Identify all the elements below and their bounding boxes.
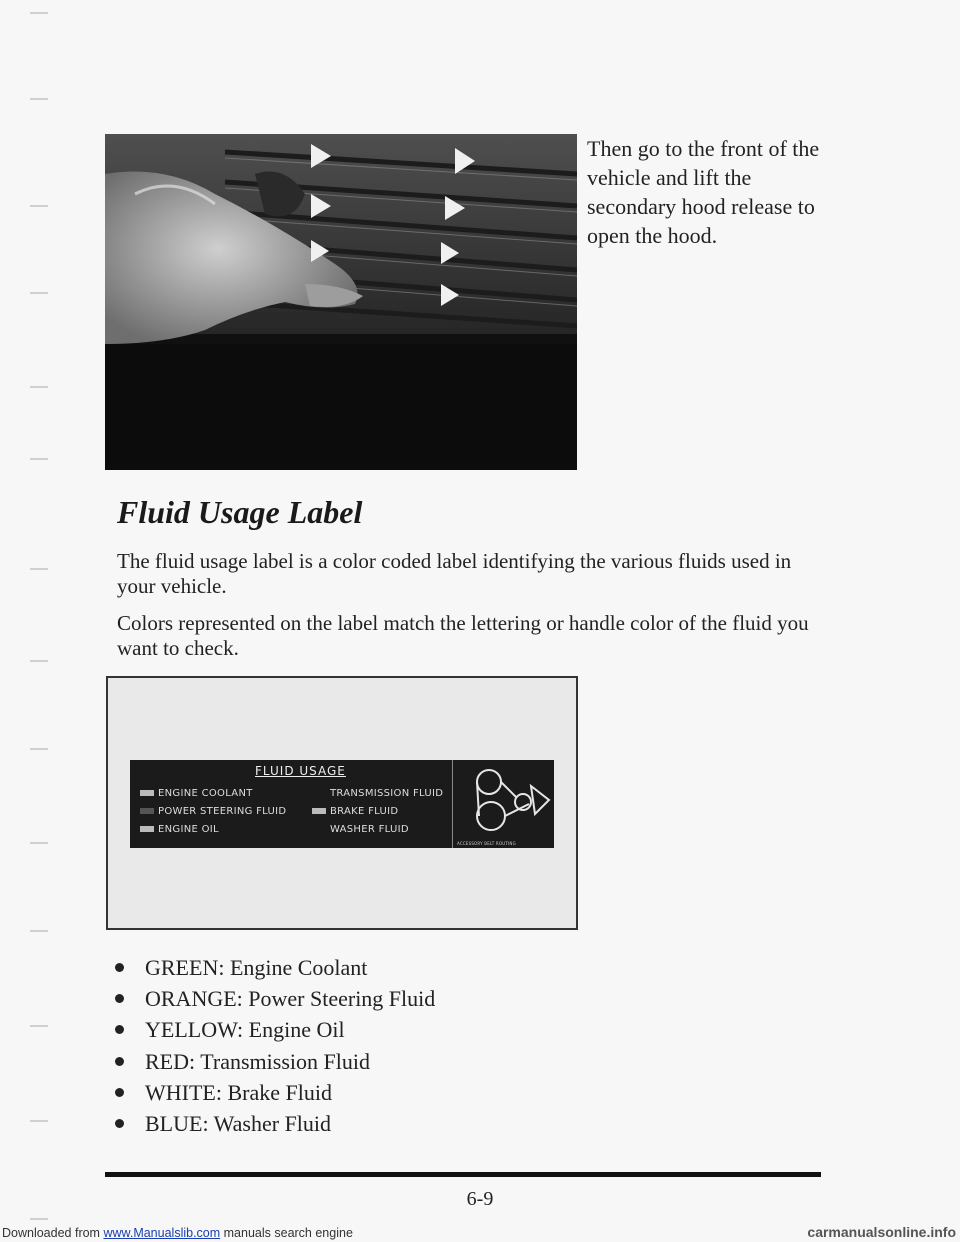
list-item: YELLOW: Engine Oil — [115, 1014, 435, 1045]
swatch-icon — [312, 808, 326, 814]
label-item: WASHER FLUID — [312, 824, 409, 835]
swatch-icon — [140, 808, 154, 814]
fluid-usage-label — [130, 760, 554, 848]
footer-rule — [105, 1172, 821, 1177]
label-item: POWER STEERING FLUID — [140, 806, 286, 817]
margin-tick — [30, 458, 48, 460]
swatch-icon — [140, 790, 154, 796]
list-item: RED: Transmission Fluid — [115, 1046, 435, 1077]
hood-release-photo — [105, 134, 577, 470]
label-item: BRAKE FLUID — [312, 806, 398, 817]
swatch-icon — [312, 790, 326, 796]
margin-tick — [30, 386, 48, 388]
list-item: ORANGE: Power Steering Fluid — [115, 983, 435, 1014]
download-footer — [0, 1224, 960, 1242]
section-title: Fluid Usage Label — [117, 494, 363, 530]
margin-tick — [30, 1120, 48, 1122]
watermark: carmanualsonline.info — [807, 1224, 956, 1240]
swatch-icon — [312, 826, 326, 832]
label-title: FLUID USAGE — [255, 764, 346, 778]
margin-tick — [30, 205, 48, 207]
margin-tick — [30, 292, 48, 294]
page-number: 6-9 — [466, 1188, 494, 1210]
margin-tick — [30, 748, 48, 750]
label-item: ENGINE OIL — [140, 824, 219, 835]
colors-paragraph: Colors represented on the label match the lettering or handle color of the fluid you want to check. — [117, 611, 809, 660]
list-item: GREEN: Engine Coolant — [115, 952, 435, 983]
margin-tick — [30, 1025, 48, 1027]
manualslib-link[interactable]: www.Manualslib.com — [103, 1226, 221, 1240]
fluid-color-list — [115, 952, 435, 1139]
list-item: WHITE: Brake Fluid — [115, 1077, 435, 1108]
list-item: BLUE: Washer Fluid — [115, 1108, 435, 1139]
margin-tick — [30, 12, 48, 14]
margin-tick — [30, 930, 48, 932]
margin-tick — [30, 568, 48, 570]
margin-tick — [30, 98, 48, 100]
belt-routing-icon — [453, 760, 555, 838]
diagram-caption: ACCESSORY BELT ROUTING — [457, 841, 516, 846]
margin-tick — [30, 660, 48, 662]
fluid-usage-label-photo — [106, 676, 578, 930]
photo-caption: Then go to the front of the vehicle and lift the secondary hood release to open the hood. — [587, 136, 820, 248]
label-item: TRANSMISSION FLUID — [312, 788, 443, 799]
margin-tick — [30, 842, 48, 844]
intro-paragraph: The fluid usage label is a color coded label identifying the various fluids used in your vehicle. — [117, 549, 792, 598]
download-notice: Downloaded from www.Manualslib.com manuals search engine — [2, 1226, 353, 1240]
belt-routing-diagram — [452, 760, 555, 848]
margin-tick — [30, 1218, 48, 1220]
label-item: ENGINE COOLANT — [140, 788, 253, 799]
swatch-icon — [140, 826, 154, 832]
